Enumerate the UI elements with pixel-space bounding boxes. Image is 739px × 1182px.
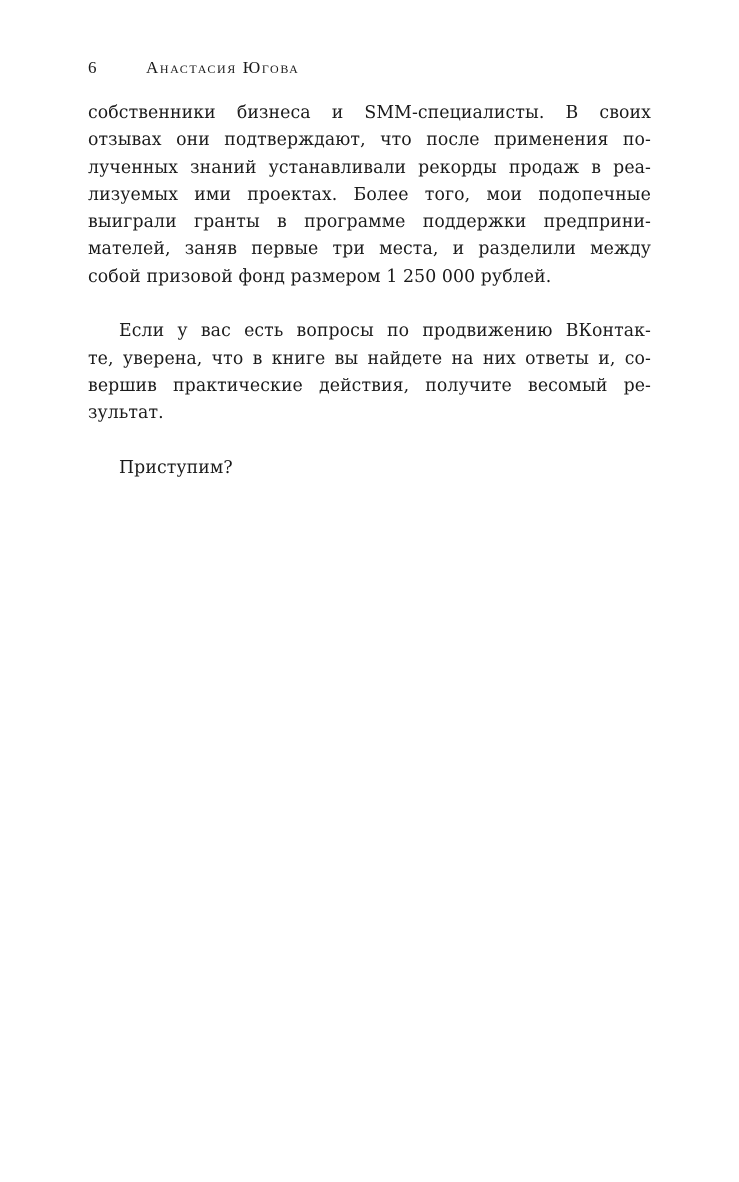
paragraph-questions [88,318,651,427]
body-text [88,100,651,482]
text-line: собственники бизнеса и SMM-специалисты. В своих [88,103,651,123]
text-line: лученных знаний устанавливали рекорды продаж в реа- [88,157,651,178]
text-line: выиграли гранты в программе поддержки предприни- [88,212,651,233]
paragraph-continuation [88,100,651,291]
text-line: лизуемых ими проектах. Более того, мои подопечные [88,184,651,205]
text-line: мателей, заняв первые три места, и разделили между [88,239,651,260]
text-line: вершив практические действия, получите весомый ре- [88,375,651,396]
paragraph-closing [88,455,651,482]
text-line: отзывах они подтверждают, что после применения по- [88,130,651,151]
text-line: те, уверена, что в книге вы найдете на них ответы и, со- [88,348,651,369]
running-head [88,56,651,80]
text-line: Приступим? [119,457,233,478]
text-line: зультат. [88,403,164,424]
running-head-author: Анастасия Югова [146,58,300,77]
text-line: Если у вас есть вопросы по продвижению ВКонтак- [119,321,651,342]
text-line: собой призовой фонд размером 1 250 000 рублей. [88,266,552,287]
page-number: 6 [88,58,97,77]
